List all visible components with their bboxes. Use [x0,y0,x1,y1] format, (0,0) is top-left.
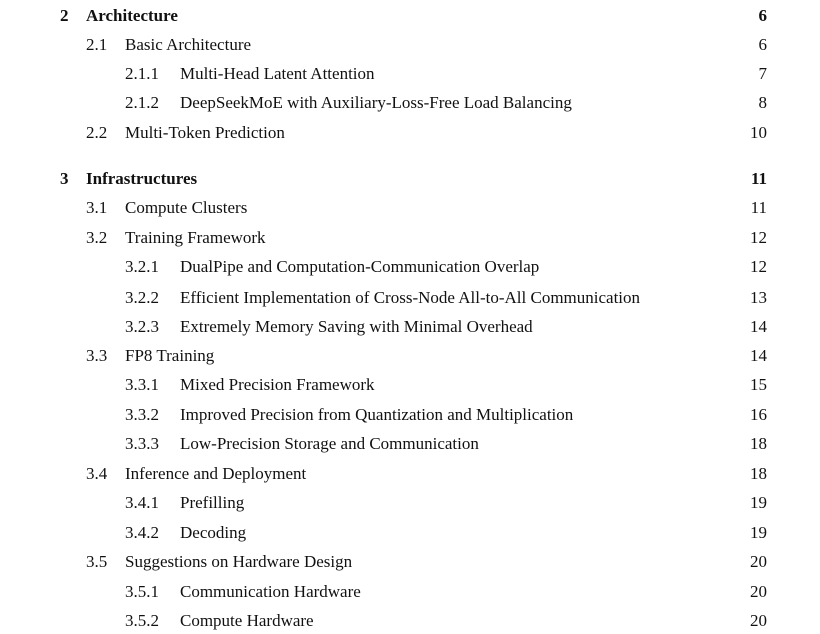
toc-subsection-mla[interactable] [0,63,820,85]
toc-entry-page[interactable]: 20 [744,551,767,573]
toc-section-training-framework[interactable] [0,227,820,249]
toc-entry-title[interactable]: Communication Hardware [180,581,367,603]
toc-subsection-deepseekmoe[interactable] [0,92,820,114]
toc-section-mtp[interactable] [0,122,820,144]
toc-subsection-low-precision[interactable] [0,433,820,455]
toc-entry-title[interactable]: DeepSeekMoE with Auxiliary-Loss-Free Load Balancing [180,92,578,114]
toc-entry-page[interactable]: 10 [744,122,767,144]
toc-entry-page[interactable]: 6 [753,5,768,27]
toc-entry-number: 3.4.1 [125,493,159,512]
toc-entry-page[interactable]: 11 [745,197,767,219]
toc-entry-title[interactable]: Compute Clusters [125,197,253,219]
toc-entry-number: 3.3.1 [125,375,159,394]
toc-entry-title[interactable]: Compute Hardware [180,610,320,632]
toc-subsection-memory-saving[interactable] [0,316,820,338]
toc-entry-title[interactable]: DualPipe and Computation-Communication Overlap [180,256,545,278]
toc-entry-page[interactable]: 7 [753,63,768,85]
toc-entry-number: 3.2 [86,228,108,247]
toc-subsection-decoding[interactable] [0,522,820,544]
toc-entry-number: 2.1.2 [125,93,159,112]
toc-entry-page[interactable]: 11 [745,168,767,190]
toc-entry-title[interactable]: Mixed Precision Framework [180,374,381,396]
toc-section-basic-architecture[interactable] [0,34,820,56]
toc-entry-title[interactable]: Inference and Deployment [125,463,312,485]
toc-entry-page[interactable]: 6 [753,34,768,56]
toc-entry-number: 3.3 [86,346,108,365]
toc-entry-title[interactable]: Multi-Token Prediction [125,122,291,144]
toc-entry-number: 3.4.2 [125,523,159,542]
toc-entry-number: 2.1 [86,35,108,54]
toc-entry-title[interactable]: Low-Precision Storage and Communication [180,433,485,455]
toc-chapter-infrastructures[interactable] [0,168,820,190]
toc-entry-title[interactable]: Training Framework [125,227,272,249]
toc-entry-page[interactable]: 18 [744,463,767,485]
toc-subsection-prefilling[interactable] [0,492,820,514]
toc-entry-number: 3.5.1 [125,582,159,601]
toc-entry-title[interactable]: Basic Architecture [125,34,257,56]
toc-entry-page[interactable]: 15 [744,374,767,396]
toc-subsection-communication-hardware[interactable] [0,581,820,603]
toc-entry-number: 3.2.1 [125,257,159,276]
toc-entry-page[interactable]: 12 [744,227,767,249]
toc-entry-number: 2.1.1 [125,64,159,83]
toc-entry-page[interactable]: 14 [744,345,767,367]
toc-entry-page[interactable]: 20 [744,581,767,603]
toc-entry-title[interactable]: Extremely Memory Saving with Minimal Overhead [180,316,539,338]
toc-entry-title[interactable]: FP8 Training [125,345,220,367]
toc-subsection-dualpipe[interactable] [0,256,820,278]
toc-entry-number: 3.3.3 [125,434,159,453]
toc-section-inference[interactable] [0,463,820,485]
toc-entry-page[interactable]: 14 [744,316,767,338]
toc-entry-number: 3.3.2 [125,405,159,424]
toc-entry-number: 3.2.3 [125,317,159,336]
toc-entry-page[interactable]: 19 [744,492,767,514]
toc-entry-number: 3.4 [86,464,108,483]
toc-section-compute-clusters[interactable] [0,197,820,219]
toc-entry-title[interactable]: Improved Precision from Quantization and Multiplication [180,404,579,426]
toc-chapter-architecture[interactable] [0,5,820,27]
toc-section-fp8-training[interactable] [0,345,820,367]
toc-entry-page[interactable]: 12 [744,256,767,278]
toc-entry-title[interactable]: Decoding [180,522,252,544]
toc-entry-title[interactable]: Prefilling [180,492,250,514]
toc-entry-title[interactable]: Multi-Head Latent Attention [180,63,381,85]
toc-subsection-all-to-all[interactable] [0,287,820,309]
toc-entry-number: 3.1 [86,198,108,217]
toc-entry-title[interactable]: Suggestions on Hardware Design [125,551,358,573]
toc-entry-title[interactable]: Efficient Implementation of Cross-Node All-to-All Communication [180,287,646,309]
toc-subsection-compute-hardware[interactable] [0,610,820,632]
toc-entry-page[interactable]: 18 [744,433,767,455]
toc-entry-number: 3.5.2 [125,611,159,630]
toc-entry-page[interactable]: 13 [744,287,767,309]
toc-entry-page[interactable]: 16 [744,404,767,426]
toc-entry-page[interactable]: 20 [744,610,767,632]
toc-entry-number: 3.2.2 [125,288,159,307]
toc-entry-title[interactable]: Architecture [86,5,184,27]
toc-entry-page[interactable]: 8 [753,92,768,114]
toc-entry-number: 2 [60,6,69,25]
toc-entry-title[interactable]: Infrastructures [86,168,203,190]
toc-entry-number: 3 [60,169,69,188]
toc-section-hardware-design[interactable] [0,551,820,573]
toc-entry-page[interactable]: 19 [744,522,767,544]
toc-subsection-mixed-precision[interactable] [0,374,820,396]
toc-entry-number: 3.5 [86,552,108,571]
toc-entry-number: 2.2 [86,123,108,142]
toc-subsection-improved-precision[interactable] [0,404,820,426]
